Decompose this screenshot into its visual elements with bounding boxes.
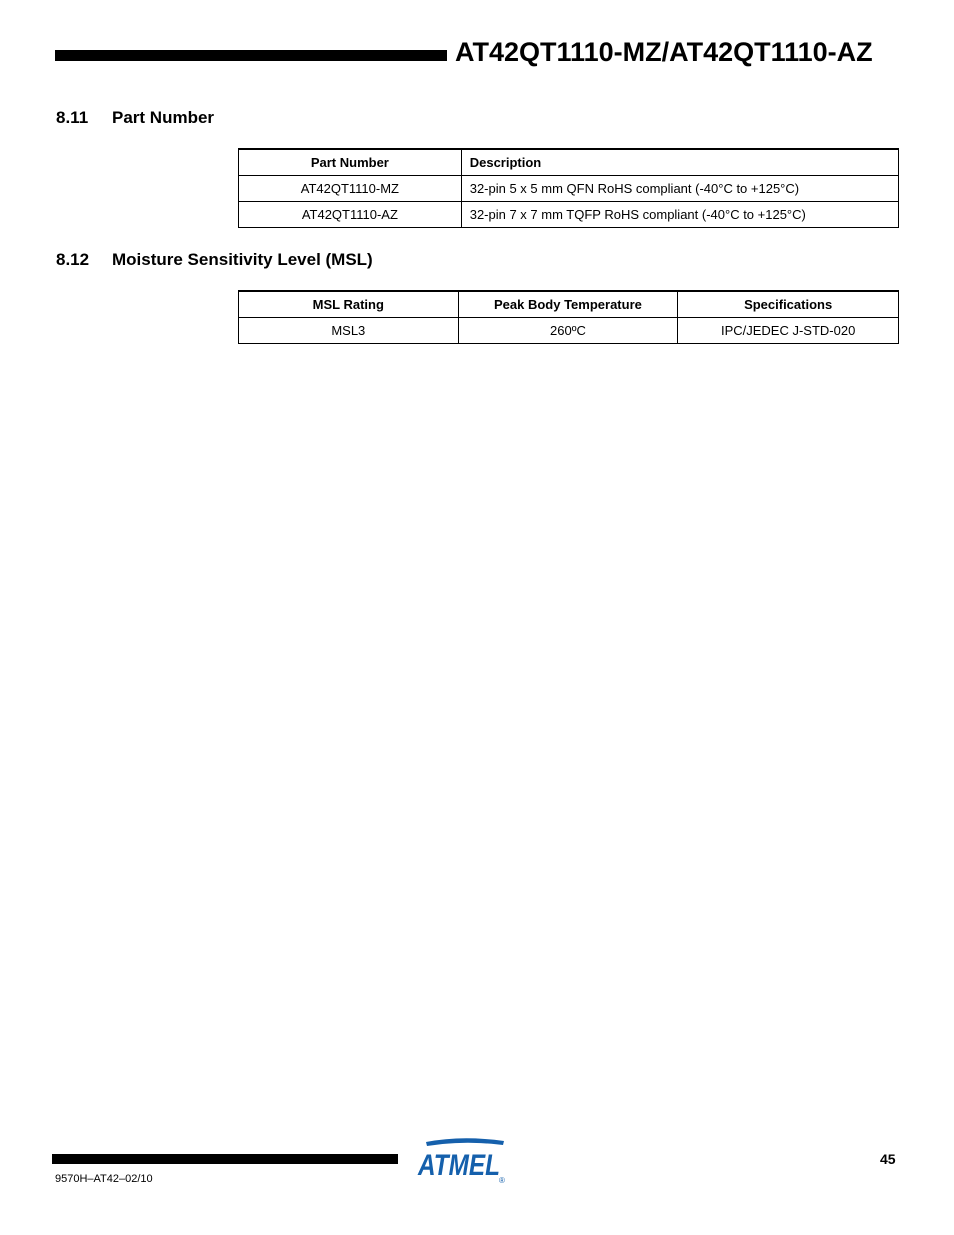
column-header: Description [461, 149, 898, 176]
table-row [239, 176, 899, 202]
column-header: MSL Rating [239, 291, 459, 318]
section-number: 8.11 [56, 108, 89, 127]
msl-table [238, 290, 899, 344]
part-number-table [238, 148, 899, 228]
footer-rule [52, 1154, 398, 1164]
column-header: Peak Body Temperature [458, 291, 678, 318]
section-heading-part-number [56, 108, 214, 128]
table-cell: MSL3 [239, 318, 459, 344]
section-heading-msl [56, 250, 373, 270]
logo-swoosh [426, 1138, 504, 1146]
table-cell: AT42QT1110-AZ [239, 202, 462, 228]
table-cell: 32-pin 5 x 5 mm QFN RoHS compliant (-40°C to +125°C) [461, 176, 898, 202]
page-number: 45 [880, 1151, 896, 1167]
logo-text: ATMEL [417, 1149, 500, 1182]
section-title: Part Number [112, 108, 215, 127]
section-number: 8.12 [56, 250, 90, 269]
registered-mark: ® [499, 1176, 505, 1185]
document-code: 9570H–AT42–02/10 [55, 1173, 153, 1185]
atmel-logo [412, 1137, 508, 1185]
table-cell: 32-pin 7 x 7 mm TQFP RoHS compliant (-40°C to +125°C) [461, 202, 898, 228]
table-header-row [239, 291, 899, 318]
document-title: AT42QT1110-MZ/AT42QT1110-AZ [455, 37, 873, 67]
table-cell: AT42QT1110-MZ [239, 176, 462, 202]
header-rule [55, 50, 447, 61]
column-header: Part Number [239, 149, 462, 176]
table-row [239, 202, 899, 228]
table-header-row [239, 149, 899, 176]
table-cell: IPC/JEDEC J-STD-020 [678, 318, 899, 344]
column-header: Specifications [678, 291, 899, 318]
section-title: Moisture Sensitivity Level (MSL) [112, 250, 373, 269]
table-row [239, 318, 899, 344]
table-cell: 260ºC [458, 318, 678, 344]
